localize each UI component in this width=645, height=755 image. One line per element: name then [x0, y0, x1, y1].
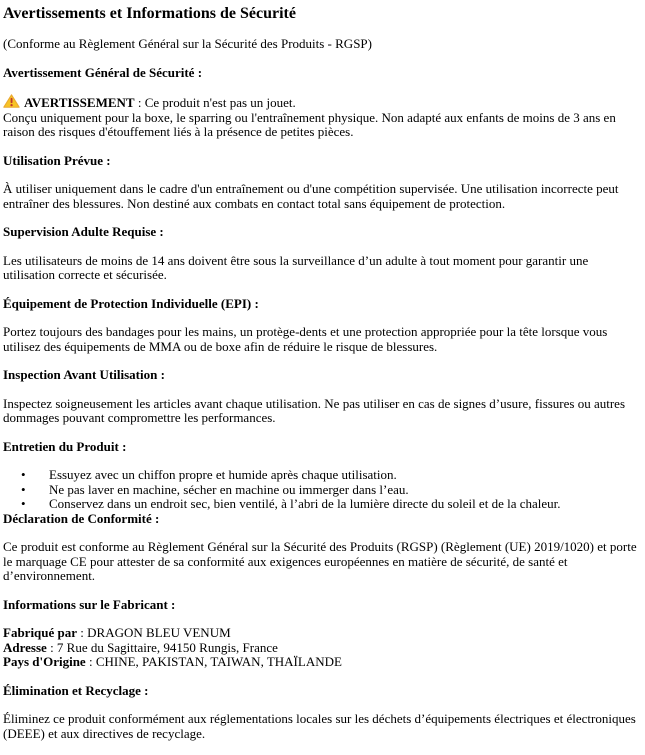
manufacturer-address-value: : 7 Rue du Sagittaire, 94150 Rungis, France [46, 639, 278, 655]
paragraph-recycling: Éliminez ce produit conformément aux réglementations locales sur les déchets d’équipements électriques et électroniques (DEEE) et aux directives de recyclage. [3, 711, 636, 741]
warning-paragraph [3, 94, 642, 140]
list-item: • Conservez dans un endroit sec, bien ventilé, à l’abri de la lumière directe du soleil et de la chaleur. [49, 497, 642, 512]
paragraph-adult-supervision: Les utilisateurs de moins de 14 ans doivent être sous la surveillance d’un adulte à tout moment pour garantir une utilisation correcte et sécurisée. [3, 252, 589, 282]
paragraph-inspection: Inspectez soigneusement les articles avant chaque utilisation. Ne pas utiliser en cas de signes d’usure, fissures ou autres dommages pouvant compromettre les performances. [3, 395, 626, 425]
section-heading-manufacturer: Informations sur le Fabricant : [3, 596, 176, 612]
warning-icon [3, 94, 20, 108]
manufacturer-name-value: : DRAGON BLEU VENUM [77, 625, 231, 640]
maintenance-bullet-list [3, 468, 642, 512]
list-item: • Essuyez avec un chiffon propre et humide après chaque utilisation. [49, 468, 642, 483]
section-heading-conformity: Déclaration de Conformité : [3, 510, 160, 526]
manufacturer-info [3, 626, 642, 670]
country-of-origin-value: : CHINE, PAKISTAN, TAIWAN, THAÏLANDE [85, 654, 342, 669]
section-heading-inspection: Inspection Avant Utilisation : [3, 367, 165, 382]
paragraph-conformity: Ce produit est conforme au Règlement Général sur la Sécurité des Produits (RGSP) (Règlement (UE) 2019/1020) et porte le marquage CE pour attester de sa conformité aux exigences européennes en matière de sécurité, de santé et d’environnement. [3, 539, 637, 583]
manufacturer-address-label: Adresse [3, 639, 47, 655]
list-item: • Ne pas laver en machine, sécher en machine ou immerger dans l’eau. [49, 483, 642, 498]
warning-detail: Conçu uniquement pour la boxe, le sparring ou l'entraînement physique. Non adapté aux enfants de moins de 3 ans en raison des risques d'étouffement liés à la présence de petites pièces. [3, 109, 616, 139]
section-heading-adult-supervision: Supervision Adulte Requise : [3, 224, 164, 239]
section-heading-ppe: Équipement de Protection Individuelle (EPI) : [3, 295, 259, 311]
warning-label: AVERTISSEMENT [24, 95, 135, 110]
paragraph-ppe: Portez toujours des bandages pour les mains, un protège-dents et une protection appropriée pour la tête lorsque vous utilisez des équipements de MMA ou de boxe afin de réduire le risque de blessures. [3, 324, 608, 354]
warning-text: : Ce produit n'est pas un jouet. [134, 95, 296, 110]
section-heading-maintenance: Entretien du Produit : [3, 438, 127, 454]
page-title: Avertissements et Informations de Sécurité [3, 5, 296, 22]
paragraph-intended-use: À utiliser uniquement dans le cadre d'un entraînement ou d'une compétition supervisée. Une utilisation incorrecte peut entraîner des blessures. Non destiné aux combats en contact total sans équipement de protection. [3, 181, 619, 211]
subtitle: (Conforme au Règlement Général sur la Sécurité des Produits - RGSP) [3, 36, 372, 51]
manufacturer-name-label: Fabriqué par [3, 625, 78, 640]
section-heading-general-safety: Avertissement Général de Sécurité : [3, 64, 203, 80]
section-heading-recycling: Élimination et Recyclage : [3, 682, 149, 698]
section-heading-intended-use: Utilisation Prévue : [3, 152, 111, 168]
country-of-origin-label: Pays d'Origine [3, 654, 86, 669]
